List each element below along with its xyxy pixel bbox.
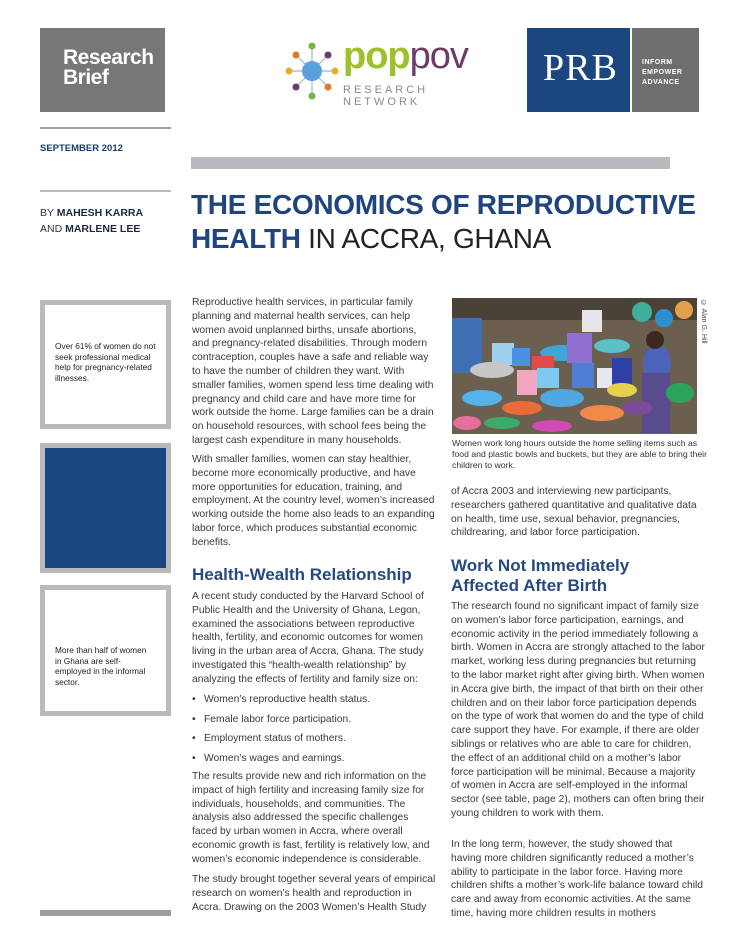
body-paragraph: of Accra 2003 and interviewing new participants, researchers gathered quantitative and qualitative data on health, time use, sexual behavior, pregnancies, childrearing, and labor force participation. <box>451 486 697 539</box>
body-paragraph: Reproductive health services, in particular family planning and maternal health services, can help women avoid unplanned births, unsafe abortions, and pregnancy-related disabilities. Through modern contraception, couples have a safe and reliable way to have the number of children they want. With smaller families, women spend less time dealing with pregnancy and child care and have more time for work outside the home. Large families can be a drain on household resources, with school fees being the largest cash expenditure in many households. <box>192 297 434 446</box>
photo-caption: Women work long hours outside the home selling items such as food and plastic bowls and buckets, but they are able to bring their children to work. <box>452 438 707 470</box>
body-paragraph: A recent study conducted by the Harvard School of Public Health and the University of Ghana, Legon, examined the associations between reproductive health, fertility, and economic outcomes for women living in the urban area of Accra, Ghana. The study investigated this “health-wealth relationship” by analyzing the effects of fertility and family size on: <box>192 591 424 685</box>
divider <box>40 190 171 192</box>
poppov-subtitle: RESEARCH NETWORK <box>343 84 429 108</box>
callout-box <box>40 585 171 716</box>
photo-credit: © Alan G. Hill <box>700 300 707 344</box>
callout-text: More than half of women in Ghana are self-employed in the informal sector. <box>55 645 147 687</box>
poppov-pov: pov <box>409 35 468 77</box>
publication-date: SEPTEMBER 2012 <box>40 143 123 154</box>
callout-text: Over 61% of women do not seek professional medical help for pregnancy-related illnesses. <box>55 341 156 383</box>
title-line1: THE ECONOMICS OF REPRODUCTIVE <box>191 189 696 220</box>
bullet-item: • Women’s wages and earnings. <box>192 752 436 765</box>
prb-logo <box>527 28 630 112</box>
prb-tagline <box>642 58 682 88</box>
prb-tagline-box <box>632 28 699 112</box>
author-name: MARLENE LEE <box>65 223 141 235</box>
byline-by: BY <box>40 207 57 219</box>
bullet-item: • Employment status of mothers. <box>192 732 436 745</box>
prb-letters: PRB <box>543 47 618 89</box>
title-line2-rest: IN ACCRA, GHANA <box>300 223 552 254</box>
tagline-inform: INFORM <box>642 59 673 66</box>
author-name: MAHESH KARRA <box>56 207 144 219</box>
bullet-list <box>192 693 436 771</box>
divider <box>40 127 171 129</box>
blue-square <box>45 448 166 568</box>
body-paragraph: With smaller families, women can stay healthier, become more economically productive, and have more opportunities for education, training, and employment. At the country level, women’s increased working outside the home also leads to an expanding labor force, which produces substantial economic benefits. <box>192 454 435 548</box>
market-photo <box>452 298 697 434</box>
byline <box>40 205 143 237</box>
research-brief-label <box>63 48 154 88</box>
callout-inner <box>45 305 166 424</box>
body-paragraph: The study brought together several years of empirical research on women’s health and reproduction in Accra. Drawing on the 2003 Women’s Health Study <box>192 874 436 913</box>
callout-box <box>40 300 171 429</box>
divider <box>40 910 171 916</box>
poppov-pop: pop <box>343 35 410 77</box>
title-line2-bold: HEALTH <box>191 223 301 254</box>
bullet-item: • Women’s reproductive health status. <box>192 693 436 706</box>
callout-inner <box>45 590 166 711</box>
bullet-item: • Female labor force participation. <box>192 713 436 726</box>
poppov-logo <box>285 35 500 108</box>
tagline-empower: EMPOWER <box>642 69 683 76</box>
body-paragraph: The results provide new and rich information on the impact of high fertility and increasing family size for individuals, households, and communities. The analysis also addressed the specific challenges faced by urban women in Accra, where overall economic growth is fast, fertility is relatively low, and women’s economic independence is considerable. <box>192 771 430 865</box>
tagline-advance: ADVANCE <box>642 79 680 86</box>
callout-box-blue <box>40 443 171 573</box>
research-brief-badge <box>40 28 165 112</box>
body-paragraph: In the long term, however, the study showed that having more children significantly reduced a mother’s ability to participate in the labor force. Having more children shifts a mother’s work-life balance toward child care and away from economic activities. At the same time, having more children results in mothers <box>451 839 704 919</box>
page-title <box>191 188 696 256</box>
research-brief-line2: Brief <box>63 66 109 89</box>
title-rule <box>191 157 670 169</box>
network-nodes-icon <box>285 40 341 102</box>
body-paragraph: The research found no significant impact of family size on women’s labor force participation, earnings, and economic activity in the period immediately following a birth. Women in Accra are strongly attached to the labor market, working less during pregnancies but returning to the labor market right after giving birth. When women in Accra give birth, the impact of that birth on their other children and on their labor force participation depends on the type of work that women do and the type of child care support they have. For example, if there are older siblings or relatives who are able to care for children, the effect of an additional child on a mother’s labor force participation will be minimal. Because a majority of women in Accra are self-employed in the informal sector (see table, page 2), mothers can often bring their young children to work with them. <box>451 601 705 819</box>
section-heading: Health-Wealth Relationship <box>192 565 412 584</box>
photo-illustration <box>452 298 697 434</box>
research-brief-line1: Research <box>63 46 154 69</box>
poppov-wordmark <box>343 34 468 78</box>
byline-and: AND <box>40 223 66 235</box>
section-heading: Work Not Immediately Affected After Birth <box>451 556 630 595</box>
